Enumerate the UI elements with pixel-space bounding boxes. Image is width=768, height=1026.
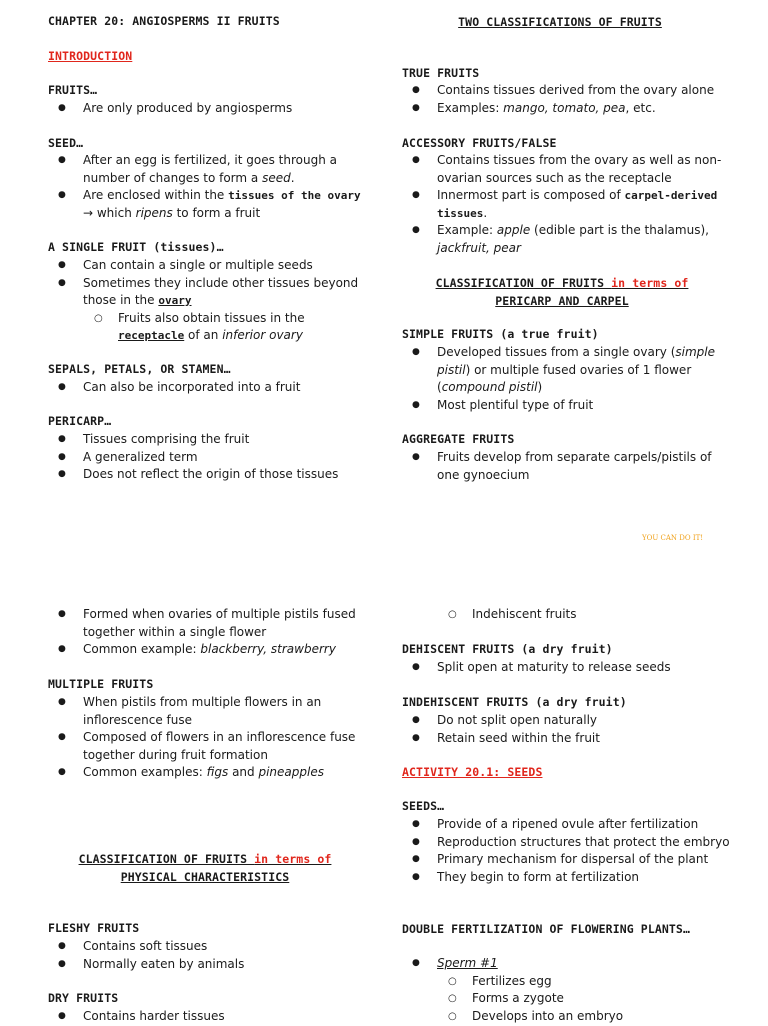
indehiscent-fruits-list xyxy=(402,712,732,747)
two-classifications-heading: TWO CLASSIFICATIONS OF FRUITS xyxy=(458,15,662,29)
list-item: ● Reproduction structures that protect the embryo xyxy=(402,834,732,852)
list-sub-item: ○ Fruits also obtain tissues in the receptacle of an inferior ovary xyxy=(48,310,368,345)
physical-classification-heading: CLASSIFICATION OF FRUITS in terms of PHYSICAL CHARACTERISTICS xyxy=(78,852,332,884)
fleshy-fruits-heading: FLESHY FRUITS xyxy=(48,921,140,935)
seeds-heading: SEEDS… xyxy=(402,799,445,813)
list-sub-item: ○ Fertilizes egg xyxy=(402,973,732,991)
true-fruits-list xyxy=(402,82,732,117)
list-item: ● A generalized term xyxy=(48,449,368,467)
list-item: ● Sometimes they include other tissues beyond those in the ovary xyxy=(48,275,368,310)
dry-fruits-heading: DRY FRUITS xyxy=(48,991,119,1005)
aggregate-fruits-list xyxy=(402,449,732,484)
list-sub-item: ○ Forms a zygote xyxy=(402,990,732,1008)
activity-heading: ACTIVITY 20.1: SEEDS xyxy=(402,765,543,779)
introduction-heading: INTRODUCTION xyxy=(48,49,133,63)
list-item: ● Normally eaten by animals xyxy=(48,956,368,974)
list-item: ● Example: apple (edible part is the thalamus), jackfruit, pear xyxy=(402,222,732,257)
seeds-list xyxy=(402,816,732,886)
indehiscent-fruits-heading: INDEHISCENT FRUITS (a dry fruit) xyxy=(402,695,627,709)
list-item: ● Do not split open naturally xyxy=(402,712,732,730)
list-item: ● They begin to form at fertilization xyxy=(402,869,732,887)
aggregate-fruits-heading: AGGREGATE FRUITS xyxy=(402,432,515,446)
list-item: ● Fruits develop from separate carpels/pistils of one gynoecium xyxy=(402,449,732,484)
multiple-fruits-heading: MULTIPLE FRUITS xyxy=(48,677,154,691)
list-item: ● Provide of a ripened ovule after fertilization xyxy=(402,816,732,834)
accessory-fruits-list xyxy=(402,152,732,257)
list-sub-item: ○ Indehiscent fruits xyxy=(402,606,732,624)
sepals-list xyxy=(48,379,368,397)
list-item: ● Tissues comprising the fruit xyxy=(48,431,368,449)
list-item: ● Contains tissues from the ovary as well as non-ovarian sources such as the receptacle xyxy=(402,152,732,187)
encouragement-note: YOU CAN DO IT! xyxy=(642,534,704,542)
dry-fruits-list xyxy=(48,1008,368,1026)
list-item: ● Split open at maturity to release seeds xyxy=(402,659,732,677)
list-item: ● Common examples: figs and pineapples xyxy=(48,764,368,782)
page-2 xyxy=(0,512,768,1024)
list-item: ● Most plentiful type of fruit xyxy=(402,397,732,415)
pericarp-heading: PERICARP… xyxy=(48,414,112,428)
aggregate-continued-list xyxy=(48,606,368,659)
simple-fruits-list xyxy=(402,344,732,414)
list-item: ● Innermost part is composed of carpel-derived tissues. xyxy=(402,187,732,222)
list-item: ● When pistils from multiple flowers in an inflorescence fuse xyxy=(48,694,368,729)
seed-heading: SEED… xyxy=(48,136,84,150)
list-item: ● Contains harder tissues xyxy=(48,1008,368,1026)
multiple-fruits-list xyxy=(48,694,368,782)
fruits-list xyxy=(48,100,368,118)
chapter-title: CHAPTER 20: ANGIOSPERMS II FRUITS xyxy=(48,14,280,28)
list-item: ● Are only produced by angiosperms xyxy=(48,100,368,118)
seed-list xyxy=(48,152,368,222)
list-item: ● After an egg is fertilized, it goes through a number of changes to form a seed. xyxy=(48,152,368,187)
list-item: ● Primary mechanism for dispersal of the plant xyxy=(402,851,732,869)
dry-fruits-continued-list xyxy=(402,606,732,624)
list-sub-item: ○ Develops into an embryo xyxy=(402,1008,732,1026)
fleshy-fruits-list xyxy=(48,938,368,973)
list-item: ● Sperm #1 xyxy=(402,955,732,973)
list-item: ● Can contain a single or multiple seeds xyxy=(48,257,368,275)
dehiscent-fruits-list xyxy=(402,659,732,677)
fruits-heading: FRUITS… xyxy=(48,83,98,97)
pericarp-list xyxy=(48,431,368,484)
list-item: ● Examples: mango, tomato, pea, etc. xyxy=(402,100,732,118)
sepals-heading: SEPALS, PETALS, OR STAMEN… xyxy=(48,362,231,376)
double-fertilization-heading: DOUBLE FERTILIZATION OF FLOWERING PLANTS… xyxy=(402,922,690,936)
list-item: ● Does not reflect the origin of those tissues xyxy=(48,466,368,484)
list-item: ● Can also be incorporated into a fruit xyxy=(48,379,368,397)
simple-fruits-heading: SIMPLE FRUITS (a true fruit) xyxy=(402,327,599,341)
list-item: ● Developed tissues from a single ovary (simple pistil) or multiple fused ovaries of 1 flower (compound pistil) xyxy=(402,344,732,397)
single-fruit-heading: A SINGLE FRUIT (tissues)… xyxy=(48,240,224,254)
list-item: ● Contains tissues derived from the ovary alone xyxy=(402,82,732,100)
list-item: ● Are enclosed within the tissues of the ovary → which ripens to form a fruit xyxy=(48,187,368,222)
pericarp-classification-heading: CLASSIFICATION OF FRUITS in terms of PERICARP AND CARPEL xyxy=(435,276,689,308)
list-item: ● Common example: blackberry, strawberry xyxy=(48,641,368,659)
accessory-fruits-heading: ACCESSORY FRUITS/FALSE xyxy=(402,136,557,150)
true-fruits-heading: TRUE FRUITS xyxy=(402,66,480,80)
single-fruit-list xyxy=(48,257,368,345)
double-fertilization-list xyxy=(402,955,732,1025)
list-item: ● Retain seed within the fruit xyxy=(402,730,732,748)
list-item: ● Contains soft tissues xyxy=(48,938,368,956)
dehiscent-fruits-heading: DEHISCENT FRUITS (a dry fruit) xyxy=(402,642,613,656)
list-item: ● Formed when ovaries of multiple pistils fused together within a single flower xyxy=(48,606,368,641)
list-item: ● Composed of flowers in an inflorescence fuse together during fruit formation xyxy=(48,729,368,764)
